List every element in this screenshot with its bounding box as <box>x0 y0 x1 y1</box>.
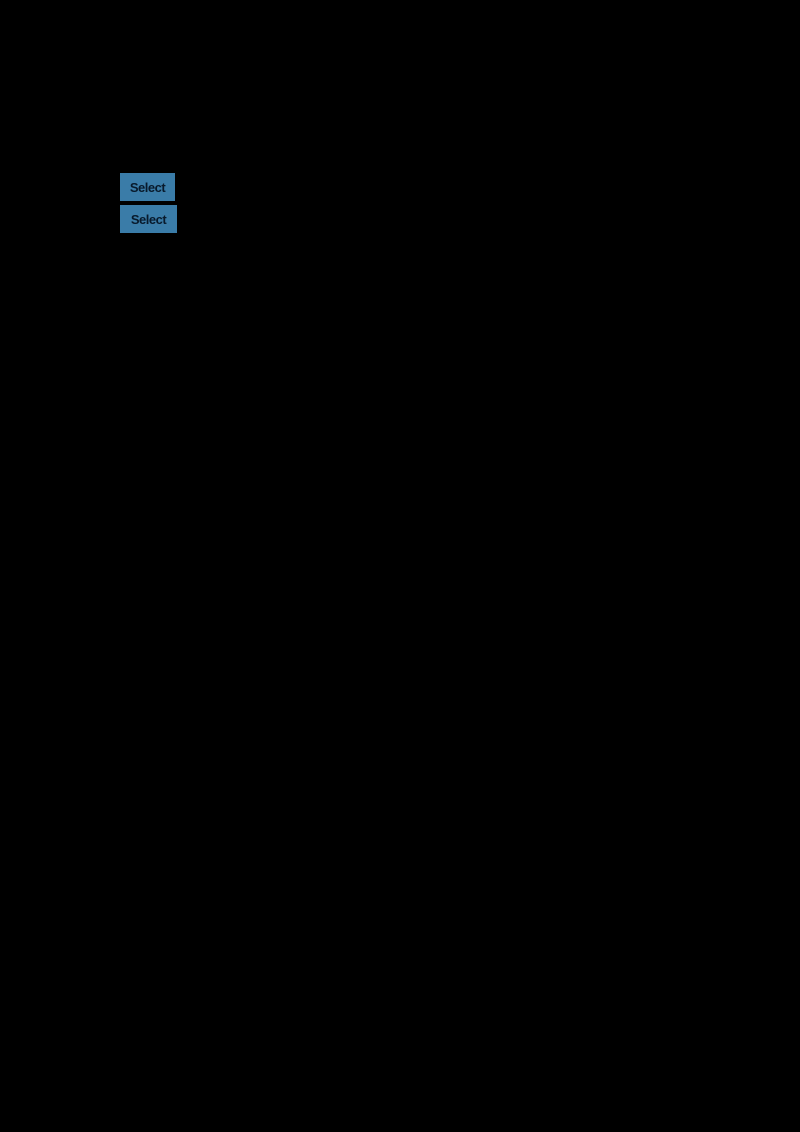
selected-text-line-1[interactable]: Select <box>120 173 175 201</box>
selected-text-line-2[interactable]: Select <box>120 205 177 233</box>
